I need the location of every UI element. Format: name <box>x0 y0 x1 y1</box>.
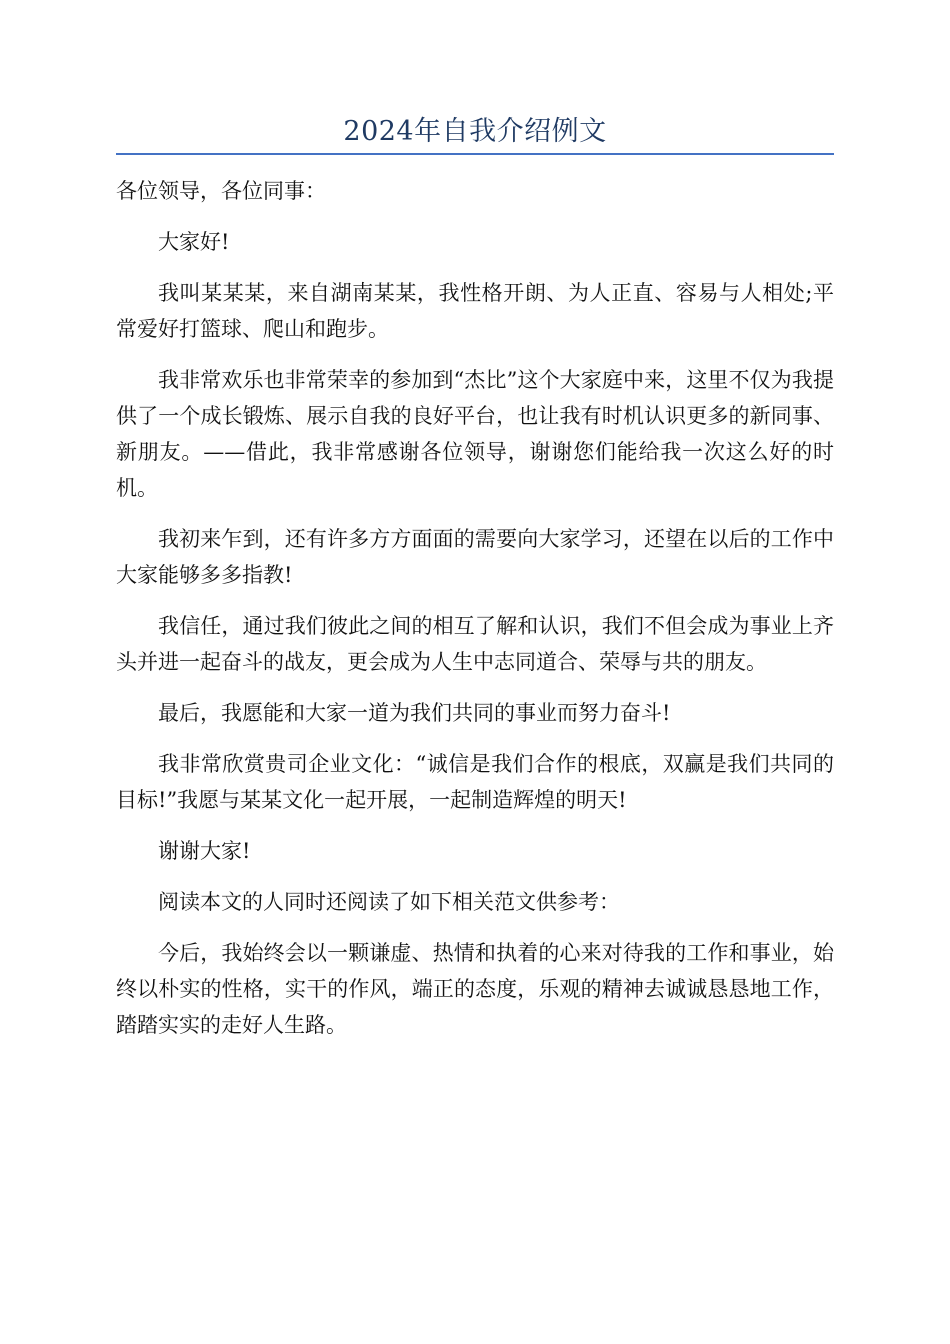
greeting: 大家好! <box>158 230 230 254</box>
document-title: 2024年自我介绍例文 <box>343 116 607 147</box>
paragraph-related-intro: 阅读本文的人同时还阅读了如下相关范文供参考： <box>158 890 620 914</box>
paragraph-thanks: 谢谢大家! <box>158 839 251 863</box>
paragraph-closing: 最后，我愿能和大家一道为我们共同的事业而努力奋斗! <box>158 701 671 725</box>
paragraph-joining: 我非常欢乐也非常荣幸的参加到“杰比”这个大家庭中来，这里不仅为我提供了一个成长锻炼、展示自我的良好平台，也让我有时机认识更多的新同事、新朋友。——借此，我非常感谢各位领导，谢谢您们能给我一次这么好的时机。 <box>116 368 834 500</box>
paragraph-future: 今后，我始终会以一颗谦虚、热情和执着的心来对待我的工作和事业，始终以朴实的性格，实干的作风，端正的态度，乐观的精神去诚诚恳恳地工作，踏踏实实的走好人生路。 <box>116 941 834 1037</box>
paragraph-trust: 我信任，通过我们彼此之间的相互了解和认识，我们不但会成为事业上齐头并进一起奋斗的战友，更会成为人生中志同道合、荣辱与共的朋友。 <box>116 614 834 674</box>
title-underline <box>116 153 834 155</box>
paragraph-learning: 我初来乍到，还有许多方方面面的需要向大家学习，还望在以后的工作中大家能够多多指教! <box>116 527 834 587</box>
paragraph-culture: 我非常欣赏贵司企业文化：“诚信是我们合作的根底，双赢是我们共同的目标!”我愿与某某文化一起开展，一起制造辉煌的明天! <box>116 752 834 812</box>
paragraph-introduction: 我叫某某某，来自湖南某某，我性格开朗、为人正直、容易与人相处;平常爱好打篮球、爬山和跑步。 <box>116 281 834 341</box>
document-body <box>116 173 834 1058</box>
salutation: 各位领导，各位同事： <box>116 179 326 203</box>
